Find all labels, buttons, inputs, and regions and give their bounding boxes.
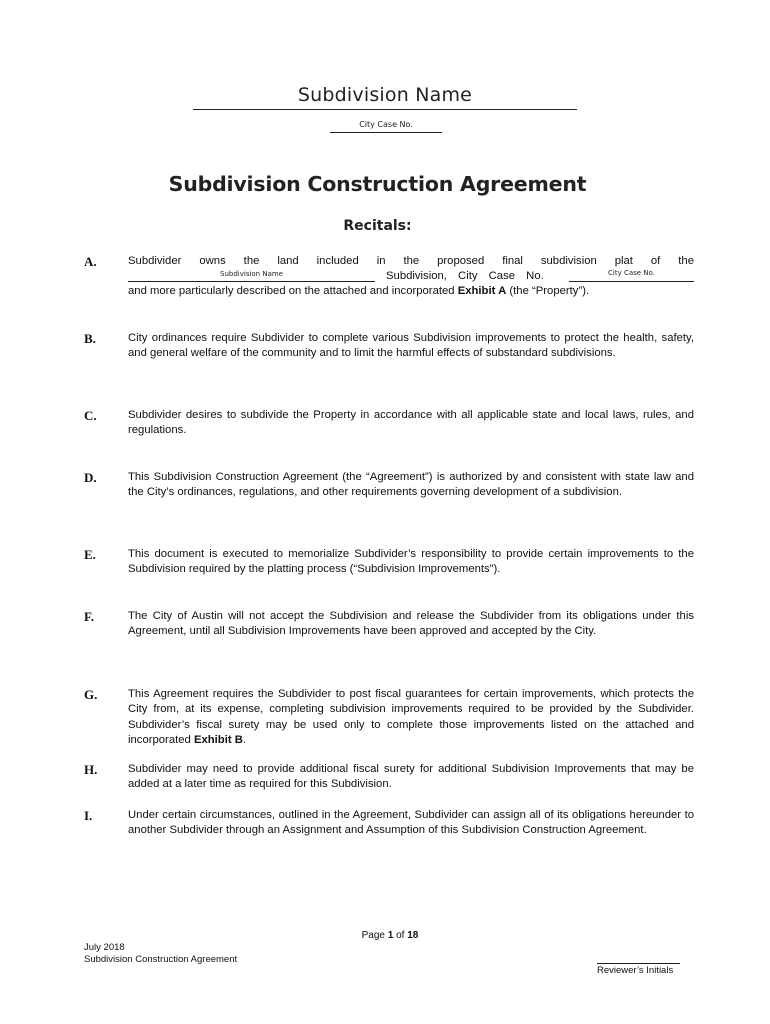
reviewer-initials-line [597, 963, 680, 964]
subdivision-name-blank-label: Subdivision Name [220, 270, 283, 278]
page-number [0, 930, 770, 941]
subdivision-name-heading: Subdivision Name [297, 84, 473, 106]
page-current: 1 [387, 930, 394, 941]
recital-letter-e: E. [84, 547, 96, 562]
recital-f-text: The City of Austin will not accept the Subdivision and release the Subdivider from its obligations under this Agreement, until all Subdivision Improvements have been approved and accepted by the City. [128, 610, 694, 638]
footer-date: July 2018 [84, 942, 125, 953]
recital-letter-f: F. [84, 609, 94, 624]
recital-h-text: Subdivider may need to provide additional fiscal surety for additional Subdivision Improvements that may be added at a later time as required for this Subdivision. [128, 763, 694, 791]
recital-b-text: City ordinances require Subdivider to complete various Subdivision improvements to protect the health, safety, and general welfare of the community and to limit the harmful effects of substandard subdivisions. [128, 332, 694, 360]
recital-g-text-end: . [242, 734, 247, 747]
recital-a-mid-text: Subdivision, City Case No. [386, 270, 544, 282]
subdivision-name-underline [193, 109, 577, 110]
recital-d-text: This Subdivision Construction Agreement (the “Agreement”) is authorized by and consistent with state law and the City’s ordinances, regulations, and other requirements governing development of a subdivision. [128, 471, 694, 499]
recital-letter-g: G. [84, 687, 98, 702]
recital-letter-h: H. [84, 762, 98, 777]
recital-letter-d: D. [84, 470, 97, 485]
recital-g-text [128, 687, 694, 749]
page-of: of [396, 930, 405, 941]
city-case-blank [569, 281, 694, 282]
city-case-label: City Case No. [359, 120, 413, 129]
recitals-heading: Recitals: [343, 218, 412, 234]
recital-g-text-main: This Agreement requires the Subdivider to post fiscal guarantees for certain improvements, which protects the City from, at its expense, completing subdivision improvements required to be provided by the Subdivider. Subdivider’s fiscal surety may be used only to complete those improvements listed on the attached and incorporated [128, 688, 694, 747]
exhibit-b-ref: Exhibit B [193, 734, 243, 747]
document-title: Subdivision Construction Agreement [168, 172, 587, 196]
recital-a-line3 [128, 284, 694, 299]
page-prefix: Page [361, 930, 385, 941]
page-total: 18 [407, 930, 419, 941]
recital-a-line3-suffix: (the “Property”). [509, 285, 590, 297]
subdivision-name-blank [128, 281, 375, 282]
recital-a-line3-prefix: and more particularly described on the attached and incorporated [128, 285, 455, 297]
city-case-blank-label: City Case No. [608, 269, 655, 277]
footer-info [84, 942, 237, 966]
footer-doc-name: Subdivision Construction Agreement [84, 954, 238, 965]
recital-e-text: This document is executed to memorialize Subdivider’s responsibility to provide certain improvements to the Subdivision required by the platting process (“Subdivision Improvements”). [128, 548, 694, 576]
reviewer-initials-label: Reviewer’s Initials [597, 965, 674, 976]
recital-c-text: Subdivider desires to subdivide the Property in accordance with all applicable state and local laws, rules, and regulations. [128, 409, 694, 437]
recital-a-line1: Subdivider owns the land included in the proposed final subdivision plat of the [128, 255, 694, 267]
exhibit-a-ref: Exhibit A [457, 285, 507, 297]
recital-letter-a: A. [84, 254, 97, 269]
city-case-underline [330, 132, 442, 133]
recital-i-text: Under certain circumstances, outlined in the Agreement, Subdivider can assign all of its obligations hereunder to another Subdivider through an Assignment and Assumption of this Subdivision Construction Agreement. [128, 809, 694, 837]
recital-letter-b: B. [84, 331, 96, 346]
recital-letter-i: I. [84, 808, 93, 823]
recital-letter-c: C. [84, 408, 97, 423]
